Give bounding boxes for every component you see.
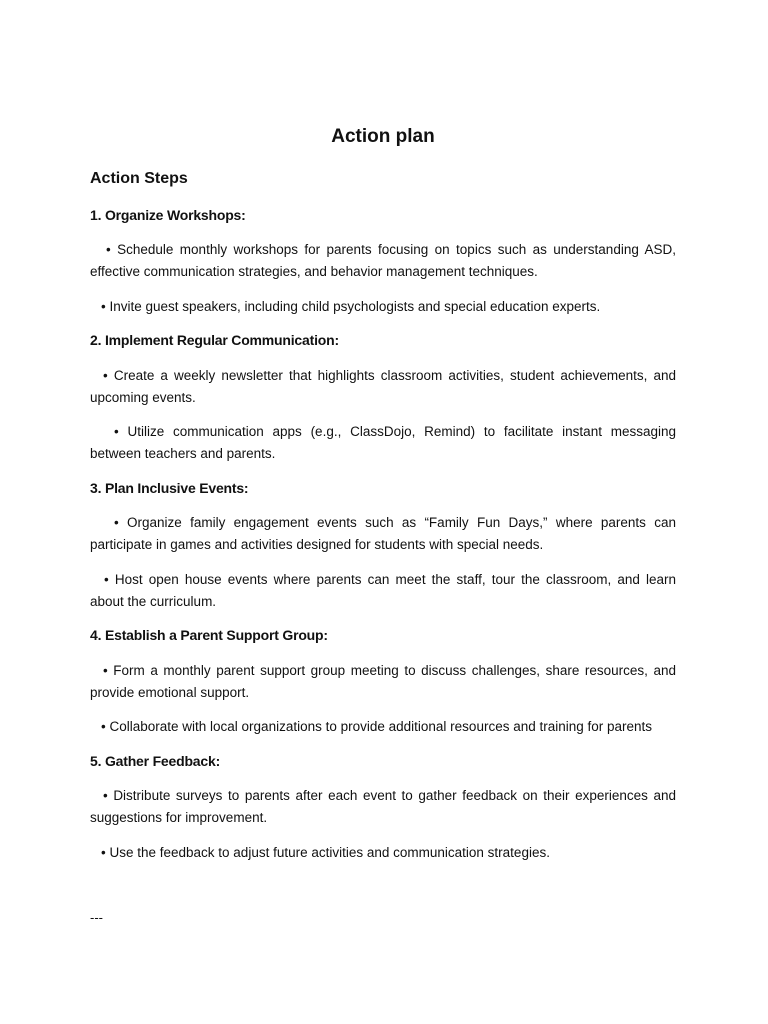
bullet-item: • Distribute surveys to parents after each event to gather feedback on their experiences and suggestions for improvement. bbox=[90, 788, 676, 825]
step-heading-4: 4. Establish a Parent Support Group: bbox=[90, 627, 328, 643]
bullet-item: • Utilize communication apps (e.g., ClassDojo, Remind) to facilitate instant messaging between teachers and parents. bbox=[90, 424, 676, 461]
bullet-item: • Schedule monthly workshops for parents focusing on topics such as understanding ASD, effective communication strategies, and behavior management techniques. bbox=[90, 242, 676, 279]
step-heading-5: 5. Gather Feedback: bbox=[90, 753, 221, 769]
separator-mark: --- bbox=[90, 910, 103, 925]
bullet-item: • Host open house events where parents can meet the staff, tour the classroom, and learn about the curriculum. bbox=[90, 572, 676, 609]
bullet-item: • Organize family engagement events such as “Family Fun Days,” where parents can participate in games and activities designed for students with special needs. bbox=[90, 515, 676, 552]
step-heading-2: 2. Implement Regular Communication: bbox=[90, 332, 339, 348]
document-title: Action plan bbox=[331, 126, 435, 147]
bullet-item: • Use the feedback to adjust future activities and communication strategies. bbox=[101, 845, 550, 860]
bullet-item: • Create a weekly newsletter that highlights classroom activities, student achievements, and upcoming events. bbox=[90, 368, 676, 405]
section-heading: Action Steps bbox=[90, 170, 188, 187]
bullet-item: • Collaborate with local organizations to provide additional resources and training for parents bbox=[101, 719, 653, 734]
bullet-item: • Form a monthly parent support group meeting to discuss challenges, share resources, and provide emotional support. bbox=[90, 663, 676, 700]
step-heading-3: 3. Plan Inclusive Events: bbox=[90, 480, 249, 496]
bullet-item: • Invite guest speakers, including child psychologists and special education experts. bbox=[101, 299, 601, 314]
step-heading-1: 1. Organize Workshops: bbox=[90, 207, 246, 223]
